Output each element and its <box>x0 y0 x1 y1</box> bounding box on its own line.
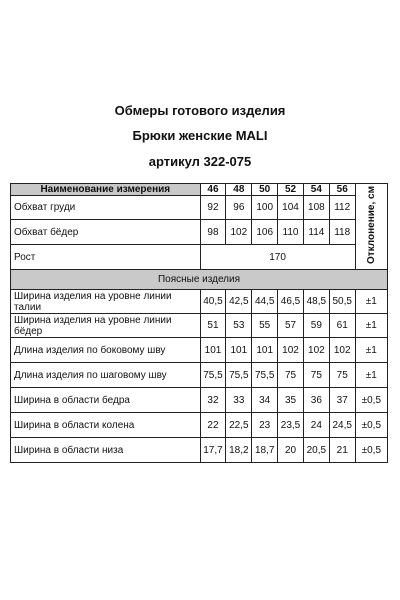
table-cell: 32 <box>200 388 226 413</box>
table-cell: 102 <box>303 338 329 363</box>
table-cell: 75 <box>329 363 355 388</box>
row-label: Ширина в области низа <box>11 438 201 463</box>
table-cell: 75 <box>303 363 329 388</box>
height-value: 170 <box>200 245 355 270</box>
table-cell: 34 <box>252 388 278 413</box>
table-cell: 75,5 <box>226 363 252 388</box>
deviation-cell: ±0,5 <box>355 413 387 438</box>
table-cell: 98 <box>200 220 226 245</box>
row-label: Ширина изделия на уровне линии бёдер <box>11 314 201 338</box>
product-name: Брюки женские MALI <box>132 128 268 143</box>
table-row <box>11 290 388 314</box>
table-cell: 100 <box>252 196 278 220</box>
table-row <box>11 245 388 270</box>
table-cell: 59 <box>303 314 329 338</box>
article-number: артикул 322-075 <box>148 154 252 169</box>
table-row <box>11 314 388 338</box>
column-header-size: 46 <box>200 184 226 196</box>
table-cell: 22,5 <box>226 413 252 438</box>
table-cell: 75 <box>278 363 304 388</box>
column-header-size: 50 <box>252 184 278 196</box>
section-title: Поясные изделия <box>11 270 388 290</box>
table-cell: 118 <box>329 220 355 245</box>
deviation-cell: ±0,5 <box>355 388 387 413</box>
deviation-cell: ±1 <box>355 290 387 314</box>
table-cell: 20,5 <box>303 438 329 463</box>
column-header-deviation <box>355 184 387 270</box>
table-cell: 75,5 <box>200 363 226 388</box>
table-row <box>11 363 388 388</box>
table-cell: 102 <box>329 338 355 363</box>
row-label: Обхват бёдер <box>11 220 201 245</box>
table-row <box>11 196 388 220</box>
deviation-cell: ±0,5 <box>355 438 387 463</box>
column-header-size: 56 <box>329 184 355 196</box>
table-cell: 114 <box>303 220 329 245</box>
table-cell: 23 <box>252 413 278 438</box>
table-row <box>11 338 388 363</box>
table-cell: 33 <box>226 388 252 413</box>
table-header-row <box>11 184 388 196</box>
table-cell: 61 <box>329 314 355 338</box>
table-cell: 51 <box>200 314 226 338</box>
table-cell: 75,5 <box>252 363 278 388</box>
table-cell: 36 <box>303 388 329 413</box>
table-cell: 17,7 <box>200 438 226 463</box>
table-cell: 53 <box>226 314 252 338</box>
table-row <box>11 388 388 413</box>
deviation-cell: ±1 <box>355 338 387 363</box>
row-label: Ширина в области бедра <box>11 388 201 413</box>
table-cell: 102 <box>226 220 252 245</box>
table-cell: 35 <box>278 388 304 413</box>
row-label: Рост <box>11 245 201 270</box>
table-cell: 21 <box>329 438 355 463</box>
table-cell: 112 <box>329 196 355 220</box>
column-header-size: 52 <box>278 184 304 196</box>
table-cell: 96 <box>226 196 252 220</box>
table-cell: 37 <box>329 388 355 413</box>
table-cell: 22 <box>200 413 226 438</box>
row-label: Длина изделия по шаговому шву <box>11 363 201 388</box>
table-cell: 55 <box>252 314 278 338</box>
table-cell: 46,5 <box>278 290 304 314</box>
table-cell: 20 <box>278 438 304 463</box>
table-cell: 102 <box>278 338 304 363</box>
deviation-cell: ±1 <box>355 363 387 388</box>
table-cell: 44,5 <box>252 290 278 314</box>
table-cell: 104 <box>278 196 304 220</box>
table-cell: 24,5 <box>329 413 355 438</box>
row-label: Обхват груди <box>11 196 201 220</box>
table-cell: 40,5 <box>200 290 226 314</box>
table-cell: 18,7 <box>252 438 278 463</box>
table-cell: 92 <box>200 196 226 220</box>
measurements-table <box>10 183 388 463</box>
table-cell: 101 <box>226 338 252 363</box>
table-cell: 110 <box>278 220 304 245</box>
column-header-size: 54 <box>303 184 329 196</box>
deviation-label: Отклонение, см <box>365 186 377 264</box>
table-cell: 24 <box>303 413 329 438</box>
table-row <box>11 438 388 463</box>
table-cell: 101 <box>200 338 226 363</box>
table-cell: 106 <box>252 220 278 245</box>
column-header-name: Наименование измерения <box>11 184 201 196</box>
table-cell: 57 <box>278 314 304 338</box>
row-label: Ширина изделия на уровне линии талии <box>11 290 201 314</box>
table-cell: 18,2 <box>226 438 252 463</box>
table-row <box>11 220 388 245</box>
row-label: Длина изделия по боковому шву <box>11 338 201 363</box>
column-header-size: 48 <box>226 184 252 196</box>
section-row <box>11 270 388 290</box>
table-cell: 101 <box>252 338 278 363</box>
table-cell: 50,5 <box>329 290 355 314</box>
document-title: Обмеры готового изделия <box>114 103 286 118</box>
deviation-cell: ±1 <box>355 314 387 338</box>
table-cell: 42,5 <box>226 290 252 314</box>
table-row <box>11 413 388 438</box>
table-cell: 48,5 <box>303 290 329 314</box>
table-cell: 23,5 <box>278 413 304 438</box>
table-cell: 108 <box>303 196 329 220</box>
row-label: Ширина в области колена <box>11 413 201 438</box>
